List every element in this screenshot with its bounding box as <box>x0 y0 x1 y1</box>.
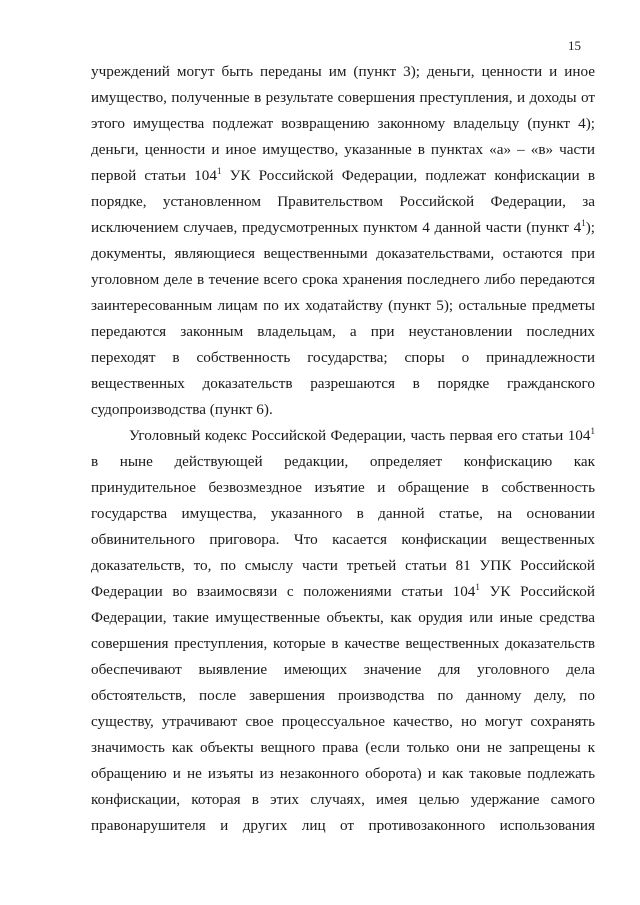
text-line: вещественных доказательств разрешаются в порядке гражданского <box>91 375 595 392</box>
text-line: значимость как объекты вещного права (если только они не запрещены к <box>91 739 595 756</box>
text-line: этого имущества подлежат возвращению законному владельцу (пункт 4); <box>91 115 595 132</box>
text-line: в ныне действующей редакции, определяет конфискацию как <box>91 453 595 470</box>
text-line: обвинительного приговора. Что касается конфискации вещественных <box>91 531 595 548</box>
text-line <box>91 579 595 605</box>
superscript: 1 <box>581 218 586 228</box>
text-line: доказательств, то, по смыслу части третьей статьи 81 УПК Российской <box>91 557 595 574</box>
text-line: судопроизводства (пункт 6). <box>91 401 273 418</box>
text-line <box>91 423 595 449</box>
text-line: заинтересованным лицам по их ходатайству (пункт 5); остальные предметы <box>91 297 595 314</box>
text-line: государства имущества, указанного в данной статье, на основании <box>91 505 595 522</box>
text-line: учреждений могут быть переданы им (пункт 3); деньги, ценности и иное <box>91 63 595 80</box>
text-line: правонарушителя и других лиц от противозаконного использования <box>91 817 595 834</box>
text-line: Федерации, такие имущественные объекты, как орудия или иные средства <box>91 609 595 626</box>
text-run: исключением случаев, предусмотренных пунктом 4 данной части (пункт 4 <box>91 219 582 236</box>
paragraph <box>91 59 595 423</box>
text-line: существу, утрачивают свое процессуальное качество, но могут сохранять <box>91 713 595 730</box>
text-run: УК Российской <box>479 583 595 600</box>
text-line: обеспечивают выявление имеющих значение для уголовного дела <box>91 661 595 678</box>
text-run: первой статьи 104 <box>91 167 217 184</box>
text-line: документы, являющиеся вещественными доказательствами, остаются при <box>91 245 595 262</box>
text-line: деньги, ценности и иное имущество, указанные в пунктах «а» – «в» части <box>91 141 595 158</box>
text-line: совершения преступления, которые в качестве вещественных доказательств <box>91 635 595 652</box>
text-line: имущество, полученные в результате совершения преступления, и доходы от <box>91 89 595 106</box>
text-line: уголовном деле в течение всего срока хранения последнего либо передаются <box>91 271 595 288</box>
text-run: УК Российской Федерации, подлежат конфискации в <box>221 167 595 184</box>
text-line: конфискации, которая в этих случаях, имея целью удержание самого <box>91 791 595 808</box>
text-line <box>91 163 595 189</box>
text-run: Федерации во взаимосвязи с положениями статьи 104 <box>91 583 476 600</box>
text-line <box>91 215 595 241</box>
text-line: обращению и не изъяты из незаконного оборота) и как таковые подлежать <box>91 765 595 782</box>
text-line: принудительное безвозмездное изъятие и обращение в собственность <box>91 479 595 496</box>
text-line: обстоятельств, после завершения производства по данному делу, по <box>91 687 595 704</box>
paragraph <box>91 423 595 839</box>
text-line: порядке, установленном Правительством Российской Федерации, за <box>91 193 595 210</box>
text-run: ); <box>585 219 595 236</box>
text-run: Уголовный кодекс Российской Федерации, часть первая его статьи 104 <box>129 427 591 444</box>
text-line: передаются законным владельцам, а при неустановлении последних <box>91 323 595 340</box>
document-body <box>91 59 595 839</box>
superscript: 1 <box>475 582 480 592</box>
page-number: 15 <box>568 38 581 53</box>
superscript: 1 <box>590 426 595 436</box>
text-line: переходят в собственность государства; споры о принадлежности <box>91 349 595 366</box>
superscript: 1 <box>216 166 222 176</box>
